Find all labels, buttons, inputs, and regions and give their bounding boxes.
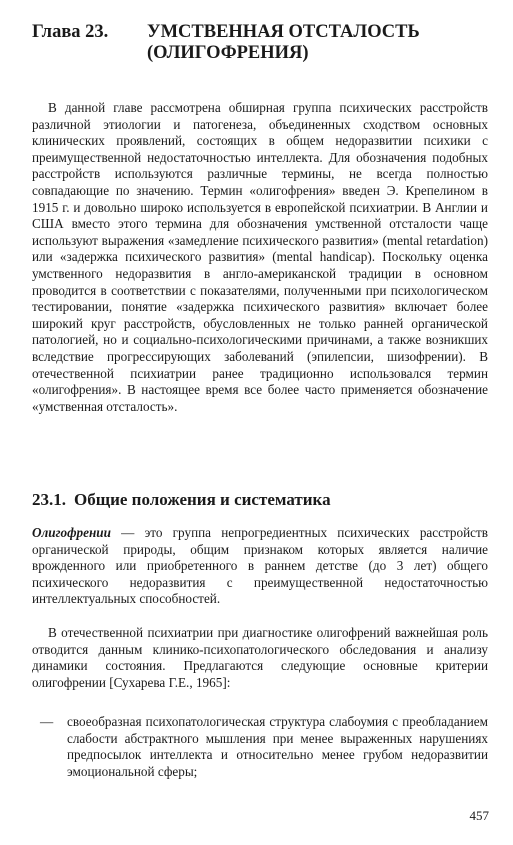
definition-paragraph — [32, 525, 488, 608]
list-dash: — — [40, 714, 54, 729]
list-item — [32, 714, 488, 780]
chapter-number: Глава 23. — [32, 22, 109, 42]
defined-term: Олигофрении — [32, 525, 111, 540]
chapter-title-line-1: УМСТВЕННАЯ ОТСТАЛОСТЬ — [147, 22, 420, 42]
definition-text: — это группа непрогредиентных психических расстройств органической природы, общим признаком которых является наличие врожденного или приобретенного в раннем детстве (до 3 лет) общего психического недоразвития с преимущественной недостаточностью интеллектуальных способностей. — [32, 525, 488, 607]
list-item-text: своеобразная психопатологическая структура слабоумия с преобладанием слабости абстрактного мышления при менее выраженных нарушениях предпосылок интеллекта и относительно менее грубом недоразвитии эмоциональной сферы; — [67, 714, 488, 779]
section-heading — [32, 490, 488, 510]
page-number: 457 — [469, 808, 489, 823]
chapter-title-line-2: (ОЛИГОФРЕНИЯ) — [147, 43, 309, 63]
section-title: Общие положения и систематика — [74, 490, 331, 509]
intro-paragraph: В данной главе рассмотрена обширная группа психических расстройств различной этиологии и патогенеза, объединенных сходством основных клинических проявлений, состоящих в общем недоразвитии психики с преимущественной недостаточностью интеллекта. Для обозначения подобных расстройств используются различные термины, не всегда полностью совпадающие по значению. Термин «олигофрения» введен Э. Крепелином в 1915 г. и довольно широко используется в европейской психиатрии. В Англии и США вместо этого термина для обозначения умственной отсталости чаще используют выражения «замедление психического развития» (mental retardation) или «задержка психического развития» (mental handicap). Поскольку оценка умственного недоразвития в англо-американской традиции в основном проводится в соответствии с показателями, полученными при психологическом тестировании, понятие «задержка психического развития» включает более широкий круг расстройств, обусловленных не только ранней органической патологией, но и социально-психологическими причинами, а также возникших вследствие прогрессирующих заболеваний (эпилепсии, шизофрении). В отечественной психиатрии ранее традиционно использовался термин «олигофрения». В настоящее время все более часто применяется обозначение «умственная отсталость». — [32, 100, 488, 414]
section-number: 23.1. — [32, 490, 66, 509]
criteria-paragraph: В отечественной психиатрии при диагностике олигофрений важнейшая роль отводится данным клинико-психопатологического обследования и анализу динамики состояния. Предлагаются следующие основные критерии олигофрении [Сухарева Г.Е., 1965]: — [32, 625, 488, 690]
chapter-title — [147, 22, 487, 64]
